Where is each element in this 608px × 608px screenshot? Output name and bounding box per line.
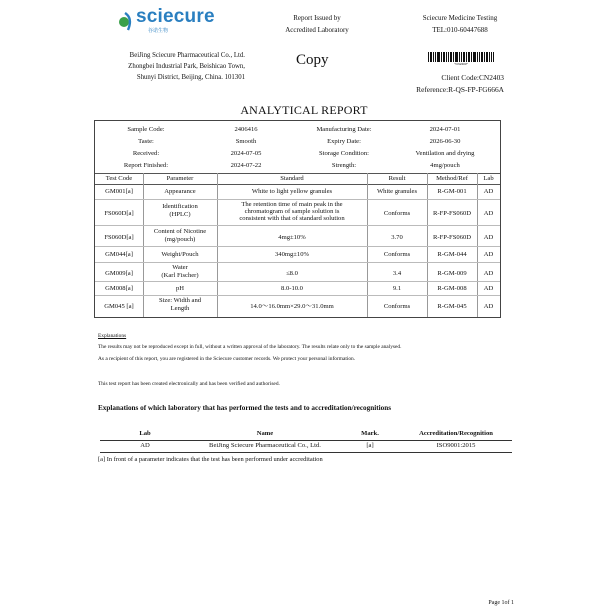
result: 3.4 [392,270,402,277]
col-header: Method/Ref [436,175,468,182]
divider [95,184,500,185]
explanations-heading: Explanations [98,333,127,339]
standard: chromatogram of sample solution is [244,208,340,215]
method: R-GM-001 [437,188,467,195]
test-code: FS060D[a] [104,210,134,217]
standard: consistent with that of standard solution [239,215,345,222]
electronic-note: This test report has been created electronically and has been verified and authorised. [98,381,280,387]
barcode-caption: *CN2403* [454,62,468,66]
col-header: Test Code [105,175,133,182]
issued-line: Accredited Laboratory [285,26,349,34]
result: 9.1 [392,285,402,292]
lab: AD [483,303,494,310]
acc-mark: [a] [366,442,374,449]
lab: AD [483,251,494,258]
sample-value2: 2026-06-30 [429,138,461,145]
lab: AD [483,234,494,241]
lab-tel: TEL:010-60447688 [432,26,488,34]
standard: The retention time of main peak in the [241,201,343,208]
col-header: Result [388,175,406,182]
parameter: Size: Width and [158,297,202,304]
sample-label2: Expiry Date: [327,138,361,145]
method: R-FP-FS060D [432,210,472,217]
acc-lab: AD [140,442,150,449]
sample-label: Taste: [138,138,154,145]
address-line: BeiJing Sciecure Pharmaceutical Co., Ltd. [129,52,245,59]
client-code: Client Code:CN2403 [441,73,504,82]
row-divider [95,246,500,247]
client-info [380,72,504,96]
sample-label2: Strength: [331,162,357,169]
reference: Reference:R-QS-FP-FG666A [416,85,504,94]
col-header: Parameter [166,175,194,182]
standard: 14.0～16.0mm×29.0～31.0mm [250,303,334,310]
address-line: Zhongbei Industrial Park, Beishicao Town, [128,63,245,70]
barcode-icon [428,52,494,62]
address-line: Shunyi District, Beijing, China. 101301 [136,74,245,81]
divider [100,452,512,453]
sample-value: 2024-07-22 [230,162,262,169]
standard: White to light yellow granules [251,188,333,195]
row-divider [95,281,500,282]
result: Conforms [383,210,411,217]
sample-label: Report Finished: [123,162,169,169]
row-divider [95,225,500,226]
acc-col-header: Accreditation/Recognition [419,430,493,437]
col-header: Standard [280,175,304,182]
test-code: FS060D[a] [104,234,134,241]
company-address [70,50,245,83]
issued-line: Report Issued by [293,14,341,22]
col-header: Lab [483,175,494,182]
parameter: Content of Nicotine [153,228,207,235]
lab: AD [483,285,494,292]
method: R-GM-009 [437,270,467,277]
standard: ≤8.0 [286,270,298,277]
parameter: Weight/Pouch [161,251,199,258]
sample-value: 2406416 [234,126,258,133]
sample-value2: 2024-07-01 [429,126,461,133]
row-divider [95,199,500,200]
parameter: Water [172,264,188,271]
test-code: GM009[a] [105,270,133,277]
parameter: (HPLC) [169,211,191,218]
company-logo-sub: 谷诺生物 [148,28,169,34]
sample-value2: Ventilation and drying [415,150,475,157]
standard: 4mg±10% [278,234,306,241]
sample-label: Sample Code: [127,126,165,133]
result: Conforms [383,303,411,310]
sample-label2: Manufacturing Date: [316,126,372,133]
sample-value: Smooth [235,138,257,145]
method: R-GM-008 [437,285,467,292]
acc-accreditation: ISO9001:2015 [436,442,476,449]
accreditation-table [100,432,512,454]
report-title: ANALYTICAL REPORT [240,103,368,117]
test-code: GM001[a] [105,188,133,195]
lab: AD [483,270,494,277]
row-divider [95,295,500,296]
result: White granules [376,188,418,195]
report-table [94,120,501,318]
parameter: Appearance [164,188,196,195]
parameter: pH [175,285,185,292]
sample-label2: Storage Condition: [318,150,369,157]
divider [95,173,500,174]
parameter: Length [170,305,190,312]
method: R-GM-044 [437,251,467,258]
acc-col-header: Lab [139,430,151,437]
acc-name: BeiJing Sciecure Pharmaceutical Co., Ltd. [209,442,321,449]
parameter: (mg/pouch) [164,236,196,243]
page-number: Page 1of 1 [488,600,514,606]
lab: AD [483,210,494,217]
standard: 340mg±10% [274,251,310,258]
acc-col-header: Name [256,430,274,437]
sciecure-logo-icon [118,10,134,32]
method: R-GM-045 [437,303,467,310]
test-code: GM008[a] [105,285,133,292]
divider [100,440,512,441]
issued-by [262,12,372,36]
parameter: Identification [162,203,198,210]
result: 3.70 [391,234,403,241]
result: Conforms [383,251,411,258]
explanation-line: The results may not be reproduced except in full, without a written approval of the laboratory. The results relate only to the sample analysed. [98,344,402,350]
lab: AD [483,188,494,195]
copy-stamp: Copy [296,52,329,68]
lab-info [385,12,535,36]
lab-name: Sciecure Medicine Testing [422,14,498,22]
explanation-line: As a recipient of this report, you are registered in the Sciecure customer records. We protect your personal information. [98,356,356,362]
company-logo: sciecure [136,6,215,27]
row-divider [95,262,500,263]
accreditation-footnote: [a] In front of a parameter indicates that the test has been performed under accreditation [98,456,323,463]
standard: 8.0-10.0 [281,285,303,292]
sample-value: 2024-07-05 [230,150,262,157]
method: R-FP-FS060D [432,234,472,241]
parameter: (Karl Fischer) [161,272,199,279]
accreditation-heading: Explanations of which laboratory that has performed the tests and to accreditation/recognitions [98,404,392,412]
test-code: GM044[a] [105,251,133,258]
sample-label: Received: [132,150,160,157]
sample-value2: 4mg/pouch [430,162,460,169]
acc-col-header: Mark. [361,430,379,437]
test-code: GM045 [a] [104,303,134,310]
